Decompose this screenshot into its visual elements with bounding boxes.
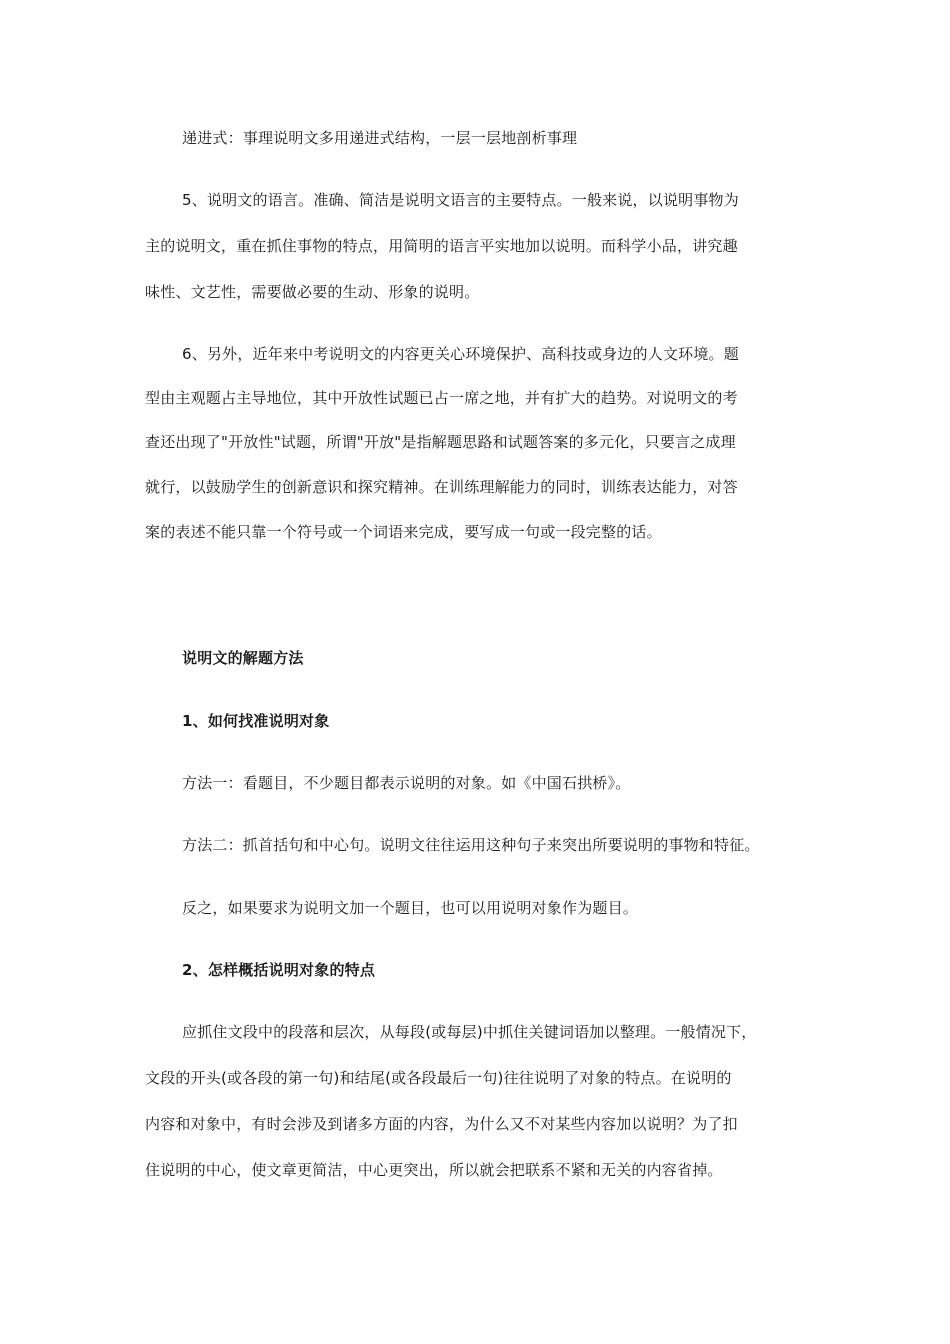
item5-line2: 主的说明文，重在抓住事物的特点，用简明的语言平实地加以说明。而科学小品，讲究趣: [145, 237, 738, 255]
q1-heading: 1、如何找准说明对象: [182, 712, 330, 730]
q2-line4: 住说明的中心，使文章更简洁，中心更突出，所以就会把联系不紧和无关的内容省掉。: [145, 1161, 723, 1179]
item5-line1: 5、说明文的语言。准确、简洁是说明文语言的主要特点。一般来说，以说明事物为: [182, 191, 739, 209]
recursive-structure-text: 递进式：事理说明文多用递进式结构，一层一层地剖析事理: [182, 129, 578, 147]
q1-method2: 方法二：抓首括句和中心句。说明文往往运用这种句子来突出所要说明的事物和特征。: [182, 836, 760, 854]
item6-line2: 型由主观题占主导地位，其中开放性试题已占一席之地，并有扩大的趋势。对说明文的考: [145, 389, 738, 407]
q2-heading: 2、怎样概括说明对象的特点: [182, 961, 376, 979]
q2-line2: 文段的开头(或各段的第一句)和结尾(或各段最后一句)往往说明了对象的特点。在说明的: [145, 1069, 732, 1087]
item6-line5: 案的表述不能只靠一个符号或一个词语来完成，要写成一句或一段完整的话。: [145, 523, 662, 541]
methods-heading: 说明文的解题方法: [182, 649, 304, 667]
item6-line3: 查还出现了"开放性"试题，所谓"开放"是指解题思路和试题答案的多元化，只要言之成理: [145, 433, 736, 451]
item6-line1: 6、另外，近年来中考说明文的内容更关心环境保护、高科技或身边的人文环境。题: [182, 345, 739, 363]
q1-reverse: 反之，如果要求为说明文加一个题目，也可以用说明对象作为题目。: [182, 899, 639, 917]
item5-line3: 味性、文艺性，需要做必要的生动、形象的说明。: [145, 283, 480, 301]
item6-line4: 就行，以鼓励学生的创新意识和探究精神。在训练理解能力的同时，训练表达能力，对答: [145, 478, 738, 496]
q2-line1: 应抓住文段中的段落和层次，从每段(或每层)中抓住关键词语加以整理。一般情况下，: [182, 1023, 757, 1041]
q2-line3: 内容和对象中，有时会涉及到诸多方面的内容，为什么又不对某些内容加以说明？为了扣: [145, 1115, 738, 1133]
q1-method1: 方法一：看题目，不少题目都表示说明的对象。如《中国石拱桥》。: [182, 774, 631, 792]
